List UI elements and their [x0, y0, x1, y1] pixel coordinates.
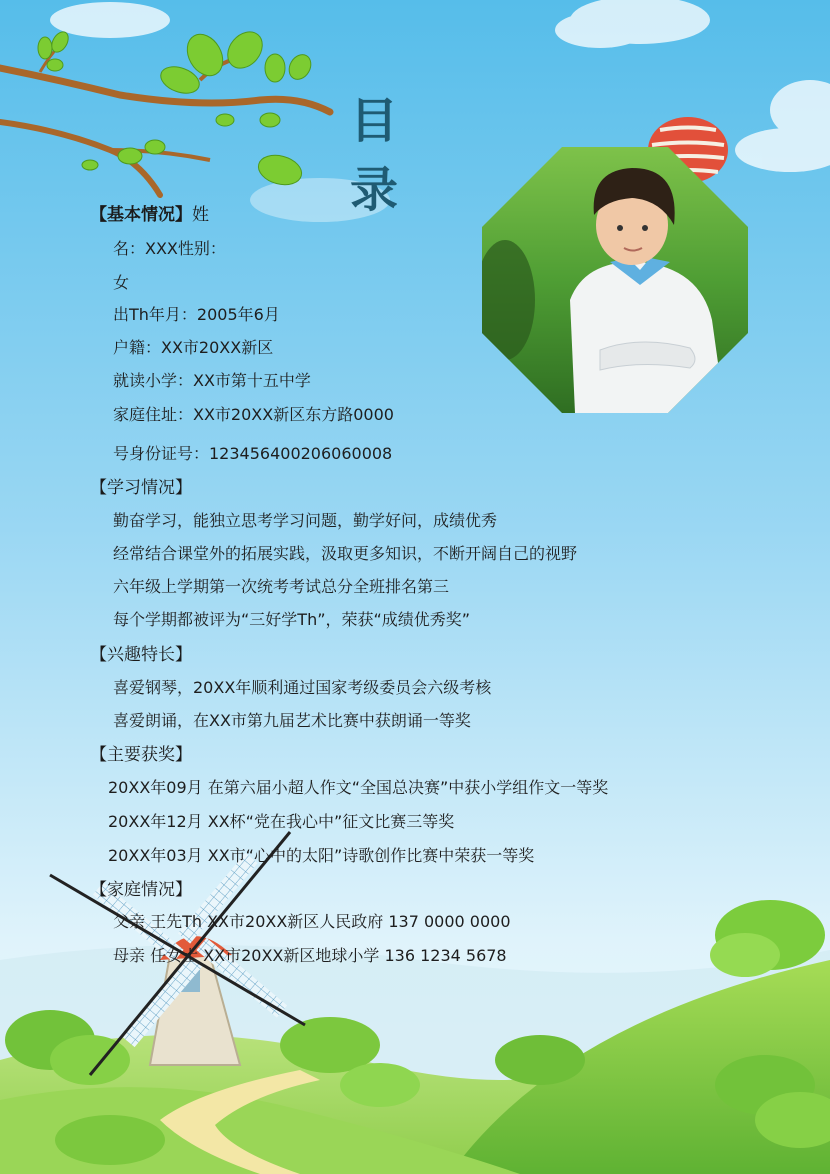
basic-info-header-tail: 姓 [192, 205, 209, 225]
study-line: 经常结合课堂外的拓展实践，汲取更多知识，不断开阔自己的视野 [113, 544, 578, 563]
award-line: 20XX年09月 在第六届小超人作文“全国总决赛”中获小学组作文一等奖 [108, 778, 609, 797]
family-header: 【家庭情况】 [90, 880, 192, 900]
awards-header: 【主要获奖】 [90, 745, 192, 765]
award-line: 20XX年12月 XX杯“党在我心中”征文比赛三等奖 [108, 812, 455, 831]
gender-value: 女 [113, 273, 130, 292]
household-line: 户籍：XX市20XX新区 [113, 338, 274, 357]
study-line: 勤奋学习，能独立思考学习问题，勤学好问，成绩优秀 [113, 511, 498, 530]
id-line: 号身份证号：123456400206060008 [113, 444, 393, 463]
study-line: 六年级上学期第一次统考考试总分全班排名第三 [113, 577, 450, 596]
family-line: 父亲 王先Th XX市20XX新区人民政府 137 0000 0000 [113, 912, 511, 931]
award-line: 20XX年03月 XX市“心中的太阳”诗歌创作比赛中荣获一等奖 [108, 846, 535, 865]
birth-line: 出Th年月：2005年6月 [113, 305, 280, 324]
basic-info-header: 【基本情况】 [90, 205, 192, 225]
family-line: 母亲 任女士 XX市20XX新区地球小学 136 1234 5678 [113, 946, 507, 965]
study-header: 【学习情况】 [90, 478, 192, 498]
school-line: 就读小学：XX市第十五中学 [113, 371, 311, 390]
hobby-header: 【兴趣特长】 [90, 645, 192, 665]
hobby-line: 喜爱钢琴，20XX年顺利通过国家考级委员会六级考核 [113, 678, 492, 697]
page-title: 目 录 [350, 93, 415, 218]
study-line: 每个学期都被评为“三好学Th”，荣获“成绩优秀奖” [113, 610, 471, 629]
name-gender-line: 名：XXX性别： [113, 239, 226, 258]
address-line: 家庭住址：XX市20XX新区东方路0000 [113, 405, 394, 424]
hobby-line: 喜爱朗诵，在XX市第九届艺术比赛中获朗诵一等奖 [113, 711, 471, 730]
basic-info-section [90, 200, 209, 225]
